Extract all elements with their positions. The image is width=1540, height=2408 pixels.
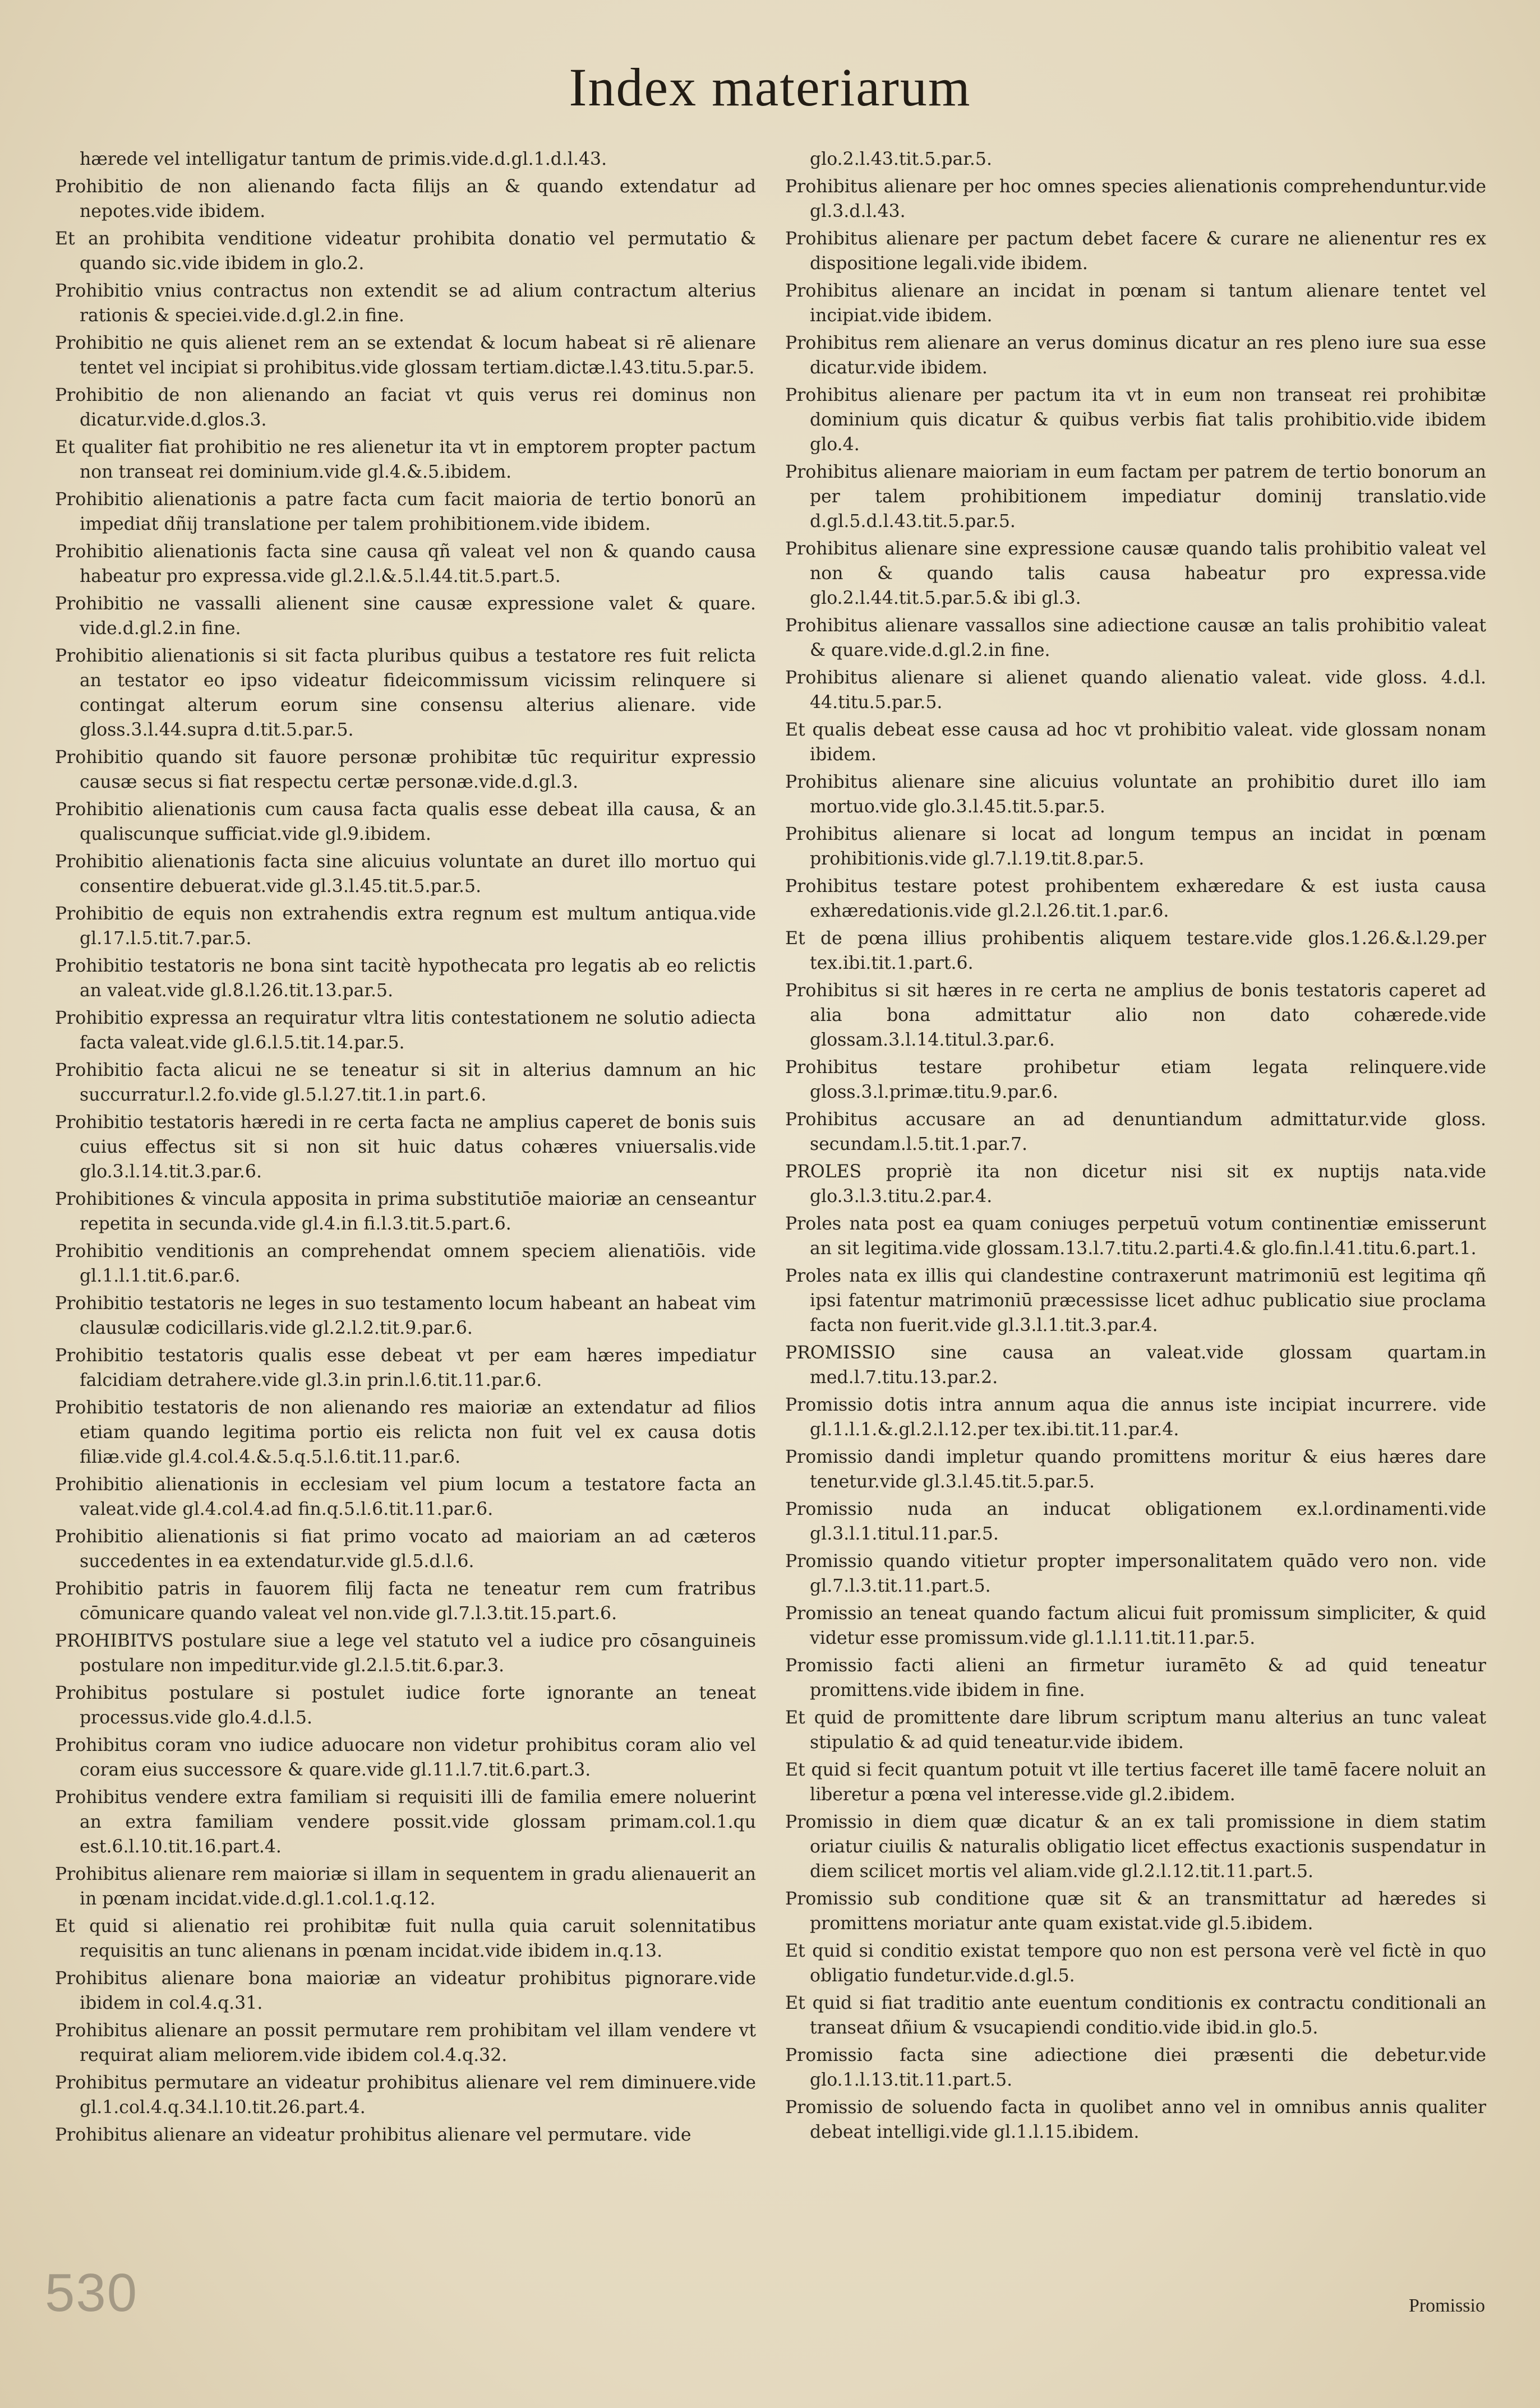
index-entry: Prohibitus rem alienare an verus dominus dicatur an res pleno iure sua esse dicatur.vide ibidem. (785, 333, 1486, 378)
index-entry: Prohibitio ne vassalli alienent sine causæ expressione valet & quare. vide.d.gl.2.in fine. (55, 594, 756, 639)
index-entry: Promissio facta sine adiectione diei præsenti die debetur.vide glo.1.l.13.tit.11.part.5. (785, 2045, 1486, 2090)
index-entry: PROLES propriè ita non dicetur nisi sit ex nuptijs nata.vide glo.3.l.3.titu.2.par.4. (785, 1162, 1486, 1207)
index-entry: Prohibitus alienare sine alicuius voluntate an prohibitio duret illo iam mortuo.vide glo.3.l.45.tit.5.par.5. (785, 772, 1486, 817)
index-entry: Prohibitus permutare an videatur prohibitus alienare vel rem diminuere.vide gl.1.col.4.q.34.l.10.tit.26.part.4. (55, 2073, 756, 2118)
index-entry: Prohibitus alienare an incidat in pœnam si tantum alienare tentet vel incipiat.vide ibidem. (785, 281, 1486, 326)
index-entry: Proles nata post ea quam coniuges perpetuū votum continentiæ emisserunt an sit legitima.vide glossam.13.l.7.titu.2.parti.4.& glo.fin.l.41.titu.6.part.1. (785, 1214, 1486, 1259)
page-title: Index materiarum (569, 57, 971, 117)
index-entry: Prohibitus testare prohibetur etiam legata relinquere.vide gloss.3.l.primæ.titu.9.par.6. (785, 1057, 1486, 1102)
index-entry: Prohibitus testare potest prohibentem exhæredare & est iusta causa exhæredationis.vide gl.2.l.26.tit.1.par.6. (785, 876, 1486, 921)
index-entry: Prohibitio alienationis in ecclesiam vel pium locum a testatore facta an valeat.vide gl.4.col.4.ad fin.q.5.l.6.tit.11.par.6. (55, 1475, 756, 1519)
index-column-left (55, 147, 756, 2150)
index-entry: Prohibitio alienationis cum causa facta qualis esse debeat illa causa, & an qualiscunque sufficiat.vide gl.9.ibidem. (55, 799, 756, 844)
index-entry: Et quid si conditio existat tempore quo non est persona verè vel fictè in quo obligatio fundetur.vide.d.gl.5. (785, 1941, 1486, 1986)
index-entry: Et quid si fecit quantum potuit vt ille tertius faceret ille tamē facere noluit an liberetur a pœna vel interesse.vide gl.2.ibidem. (785, 1760, 1486, 1805)
index-entry: Prohibitiones & vincula apposita in prima substitutiōe maioriæ an censeantur repetita in secunda.vide gl.4.in fi.l.3.tit.5.part.6. (55, 1189, 756, 1234)
index-entry: Prohibitus coram vno iudice aduocare non videtur prohibitus coram alio vel coram eius successore & quare.vide gl.11.l.7.tit.6.part.3. (55, 1735, 756, 1780)
index-entry: Prohibitio alienationis si sit facta pluribus quibus a testatore res fuit relicta an testator eo ipso videatur fideicommissum vicissim relinquere si contingat alterum eorum sine consensu alterius alienare. vide gloss.3.l.44.supra d.tit.5.par.5. (55, 646, 756, 740)
index-entry: Prohibitio quando sit fauore personæ prohibitæ tūc requiritur expressio causæ secus si fiat respectu certæ personæ.vide.d.gl.3. (55, 747, 756, 792)
index-entry: Prohibitio de non alienando an faciat vt quis verus rei dominus non dicatur.vide.d.glos.3. (55, 385, 756, 430)
index-entry: Prohibitus alienare si locat ad longum tempus an incidat in pœnam prohibitionis.vide gl.7.l.19.tit.8.par.5. (785, 824, 1486, 869)
index-entry: Prohibitus vendere extra familiam si requisiti illi de familia emere noluerint an extra familiam vendere possit.vide glossam primam.col.1.qu est.6.l.10.tit.16.part.4. (55, 1787, 756, 1857)
index-entry: Et quid si fiat traditio ante euentum conditionis ex contractu conditionali an transeat dñium & vsucapiendi conditio.vide ibid.in glo.5. (785, 1993, 1486, 2038)
index-entry: Prohibitio venditionis an comprehendat omnem speciem alienatiōis. vide gl.1.l.1.tit.6.par.6. (55, 1241, 756, 1286)
index-entry: Proles nata ex illis qui clandestine contraxerunt matrimoniū est legitima qñ ipsi fatentur matrimoniū præcessisse licet adhuc publicatio siue proclama facta non fuerit.vide gl.3.l.1.tit.3.par.4. (785, 1266, 1486, 1335)
index-entry: Prohibitio facta alicui ne se teneatur si sit in alterius damnum an hic succurratur.l.2.fo.vide gl.5.l.27.tit.1.in part.6. (55, 1060, 756, 1105)
index-entry: Prohibitio testatoris ne leges in suo testamento locum habeant an habeat vim clausulæ codicillaris.vide gl.2.l.2.tit.9.par.6. (55, 1293, 756, 1338)
index-entry: Prohibitus si sit hæres in re certa ne amplius de bonis testatoris caperet ad alia bona admittatur alio non dato cohærede.vide glossam.3.l.14.titul.3.par.6. (785, 981, 1486, 1050)
catchword: Promissio (1408, 2295, 1485, 2316)
index-entry: Promissio facti alieni an firmetur iuramēto & ad quid teneatur promittens.vide ibidem in fine. (785, 1656, 1486, 1700)
index-column-right (785, 147, 1486, 2147)
index-entry: PROMISSIO sine causa an valeat.vide glossam quartam.in med.l.7.titu.13.par.2. (785, 1343, 1486, 1388)
index-entry: Et de pœna illius prohibentis aliquem testare.vide glos.1.26.&.l.29.per tex.ibi.tit.1.part.6. (785, 928, 1486, 973)
index-entry: Prohibitus alienare an possit permutare rem prohibitam vel illam vendere vt requirat aliam meliorem.vide ibidem col.4.q.32. (55, 2021, 756, 2065)
index-entry: Prohibitus alienare rem maioriæ si illam in sequentem in gradu alienauerit an in pœnam incidat.vide.d.gl.1.col.1.q.12. (55, 1864, 756, 1909)
index-entry: Prohibitio de non alienando facta filijs an & quando extendatur ad nepotes.vide ibidem. (55, 177, 756, 221)
index-entry: Promissio dandi impletur quando promittens moritur & eius hæres dare tenetur.vide gl.3.l.45.tit.5.par.5. (785, 1447, 1486, 1492)
index-entry: Prohibitio testatoris de non alienando res maioriæ an extendatur ad filios etiam quando legitima portio eis relicta non fuit vel ex causa dotis filiæ.vide gl.4.col.4.&.5.q.5.l.6.tit.11.par.6. (55, 1398, 756, 1467)
index-entry: Prohibitus alienare bona maioriæ an videatur prohibitus pignorare.vide ibidem in col.4.q.31. (55, 1968, 756, 2013)
index-entry: Et quid de promittente dare librum scriptum manu alterius an tunc valeat stipulatio & ad quid teneatur.vide ibidem. (785, 1708, 1486, 1753)
index-entry: Promissio quando vitietur propter impersonalitatem quādo vero non. vide gl.7.l.3.tit.11.part.5. (785, 1551, 1486, 1596)
index-entry: Prohibitus alienare maioriam in eum factam per patrem de tertio bonorum an per talem prohibitionem impediatur dominij translatio.vide d.gl.5.d.l.43.tit.5.par.5. (785, 462, 1486, 531)
index-entry: Prohibitio ne quis alienet rem an se extendat & locum habeat si rē alienare tentet vel incipiat si prohibitus.vide glossam tertiam.dictæ.l.43.titu.5.par.5. (55, 333, 756, 378)
index-entry: Prohibitus accusare an ad denuntiandum admittatur.vide gloss. secundam.l.5.tit.1.par.7. (785, 1110, 1486, 1154)
index-entry: Promissio in diem quæ dicatur & an ex tali promissione in diem statim oriatur ciuilis & naturalis obligatio licet effectus exactionis suspendatur in diem scilicet mortis vel aliam.vide gl.2.l.12.tit.11.part.5. (785, 1812, 1486, 1882)
index-entry: Prohibitio testatoris ne bona sint tacitè hypothecata pro legatis ab eo relictis an valeat.vide gl.8.l.26.tit.13.par.5. (55, 956, 756, 1001)
index-entry: Promissio de soluendo facta in quolibet anno vel in omnibus annis qualiter debeat intelligi.vide gl.1.l.15.ibidem. (785, 2097, 1486, 2142)
index-entry: Prohibitio alienationis facta sine alicuius voluntate an duret illo mortuo qui consentire debuerat.vide gl.3.l.45.tit.5.par.5. (55, 852, 756, 896)
index-entry: Prohibitio testatoris hæredi in re certa facta ne amplius caperet de bonis suis cuius effectus sit si non sit huic datus cohæres vniuersalis.vide glo.3.l.14.tit.3.par.6. (55, 1112, 756, 1182)
index-entry: Prohibitus postulare si postulet iudice forte ignorante an teneat processus.vide glo.4.d.l.5. (55, 1683, 756, 1728)
index-entry: Prohibitus alienare per hoc omnes species alienationis comprehenduntur.vide gl.3.d.l.43. (785, 177, 1486, 221)
index-entry: PROHIBITVS postulare siue a lege vel statuto vel a iudice pro cōsanguineis postulare non impeditur.vide gl.2.l.5.tit.6.par.3. (55, 1631, 756, 1676)
index-entry: hærede vel intelligatur tantum de primis.vide.d.gl.1.d.l.43. (80, 149, 607, 169)
index-entry: Prohibitio vnius contractus non extendit se ad alium contractum alterius rationis & speciei.vide.d.gl.2.in fine. (55, 281, 756, 326)
folio-note: 530 (45, 2263, 139, 2323)
index-entry: Promissio dotis intra annum aqua die annus iste incipiat incurrere. vide gl.1.l.1.&.gl.2.l.12.per tex.ibi.tit.11.par.4. (785, 1395, 1486, 1440)
index-entry: glo.2.l.43.tit.5.par.5. (810, 149, 992, 169)
index-entry: Promissio nuda an inducat obligationem ex.l.ordinamenti.vide gl.3.l.1.titul.11.par.5. (785, 1499, 1486, 1544)
index-entry: Prohibitio alienationis a patre facta cum facit maioria de tertio bonorū an impediat dñij translatione per talem prohibitionem.vide ibidem. (55, 489, 756, 534)
index-entry: Prohibitio alienationis facta sine causa qñ valeat vel non & quando causa habeatur pro expressa.vide gl.2.l.&.5.l.44.tit.5.part.5. (55, 542, 756, 586)
index-entry: Prohibitus alienare vassallos sine adiectione causæ an talis prohibitio valeat & quare.vide.d.gl.2.in fine. (785, 616, 1486, 660)
index-entry: Promissio sub conditione quæ sit & an transmittatur ad hæredes si promittens moriatur ante quam existat.vide gl.5.ibidem. (785, 1889, 1486, 1934)
index-entry: Prohibitio testatoris qualis esse debeat vt per eam hæres impediatur falcidiam detrahere.vide gl.3.in prin.l.6.tit.11.par.6. (55, 1346, 756, 1390)
index-entry: Prohibitus alienare si alienet quando alienatio valeat. vide gloss. 4.d.l. 44.titu.5.par.5. (785, 668, 1486, 713)
index-entry: Et an prohibita venditione videatur prohibita donatio vel permutatio & quando sic.vide ibidem in glo.2. (55, 229, 756, 274)
index-entry: Prohibitus alienare sine expressione causæ quando talis prohibitio valeat vel non & quando talis causa habeatur pro expressa.vide glo.2.l.44.tit.5.par.5.& ibi gl.3. (785, 539, 1486, 608)
index-entry: Et qualis debeat esse causa ad hoc vt prohibitio valeat. vide glossam nonam ibidem. (785, 720, 1486, 765)
index-entry: Prohibitus alienare per pactum debet facere & curare ne alienentur res ex dispositione legali.vide ibidem. (785, 229, 1486, 274)
index-entry: Prohibitus alienare an videatur prohibitus alienare vel permutare. vide (55, 2125, 691, 2145)
index-entry: Prohibitio patris in fauorem filij facta ne teneatur rem cum fratribus cōmunicare quando valeat vel non.vide gl.7.l.3.tit.15.part.6. (55, 1579, 756, 1624)
index-entry: Prohibitio alienationis si fiat primo vocato ad maioriam an ad cæteros succedentes in ea extendatur.vide gl.5.d.l.6. (55, 1527, 756, 1572)
index-entry: Prohibitio expressa an requiratur vltra litis contestationem ne solutio adiecta facta valeat.vide gl.6.l.5.tit.14.par.5. (55, 1008, 756, 1053)
index-entry: Prohibitio de equis non extrahendis extra regnum est multum antiqua.vide gl.17.l.5.tit.7.par.5. (55, 904, 756, 949)
index-entry: Prohibitus alienare per pactum ita vt in eum non transeat rei prohibitæ dominium quis dicatur & quibus verbis fiat talis prohibitio.vide ibidem glo.4. (785, 385, 1486, 455)
index-entry: Et quid si alienatio rei prohibitæ fuit nulla quia caruit solennitatibus requisitis an tunc alienans in pœnam incidat.vide ibidem in.q.13. (55, 1916, 756, 1961)
index-entry: Promissio an teneat quando factum alicui fuit promissum simpliciter, & quid videtur esse promissum.vide gl.1.l.11.tit.11.par.5. (785, 1603, 1486, 1648)
index-entry: Et qualiter fiat prohibitio ne res alienetur ita vt in emptorem propter pactum non transeat rei dominium.vide gl.4.&.5.ibidem. (55, 437, 756, 482)
